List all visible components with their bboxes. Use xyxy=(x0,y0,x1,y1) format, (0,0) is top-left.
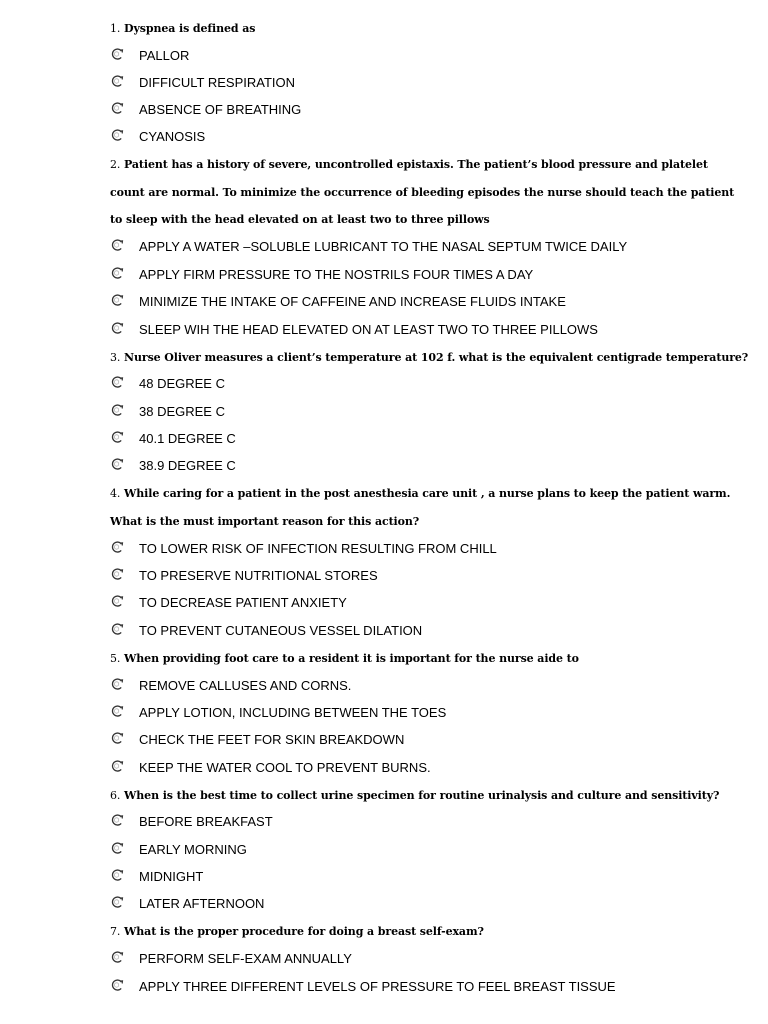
option-label: SLEEP WIH THE HEAD ELEVATED ON AT LEAST TWO TO THREE PILLOWS xyxy=(139,322,598,337)
option-label: CHECK THE FEET FOR SKIN BREAKDOWN xyxy=(139,732,405,747)
option-label: TO DECREASE PATIENT ANXIETY xyxy=(139,595,347,610)
question-5-text-line xyxy=(110,652,730,665)
option-label: MIDNIGHT xyxy=(139,869,204,884)
option-label: 40.1 DEGREE C xyxy=(139,431,236,446)
question-number: 4. xyxy=(110,487,121,500)
question-4-text-line xyxy=(110,515,730,528)
option-label: BEFORE BREAKFAST xyxy=(139,814,273,829)
radio-button-icon[interactable] xyxy=(110,704,124,718)
question-number: 6. xyxy=(110,789,121,802)
question-text: Dyspnea is defined as xyxy=(124,22,256,35)
radio-button-icon[interactable] xyxy=(110,375,124,389)
radio-button-icon[interactable] xyxy=(110,868,124,882)
option-label: TO PRESERVE NUTRITIONAL STORES xyxy=(139,568,378,583)
question-number: 7. xyxy=(110,925,121,938)
option-label: TO PREVENT CUTANEOUS VESSEL DILATION xyxy=(139,623,423,638)
question-2-text-line xyxy=(110,186,735,199)
question-number: 1. xyxy=(110,22,121,35)
radio-button-icon[interactable] xyxy=(110,430,124,444)
option-label: KEEP THE WATER COOL TO PREVENT BURNS. xyxy=(139,760,431,775)
radio-button-icon[interactable] xyxy=(110,403,124,417)
question-number: 3. xyxy=(110,351,121,364)
option-label: TO LOWER RISK OF INFECTION RESULTING FROM CHILL xyxy=(139,541,497,556)
option-label: ABSENCE OF BREATHING xyxy=(139,102,302,117)
question-number: 2. xyxy=(110,158,121,171)
radio-button-icon[interactable] xyxy=(110,978,124,992)
radio-button-icon[interactable] xyxy=(110,950,124,964)
question-text: count are normal. To minimize the occurrence of bleeding episodes the nurse should teach the patient xyxy=(110,186,735,199)
question-text: What is the must important reason for this action? xyxy=(110,515,420,528)
question-text: What is the proper procedure for doing a breast self-exam? xyxy=(124,925,484,938)
option-label: APPLY FIRM PRESSURE TO THE NOSTRILS FOUR TIMES A DAY xyxy=(139,267,534,282)
radio-button-icon[interactable] xyxy=(110,813,124,827)
radio-button-icon[interactable] xyxy=(110,47,124,61)
option-label: PALLOR xyxy=(139,48,190,63)
question-text: While caring for a patient in the post anesthesia care unit , a nurse plans to keep the patient warm. xyxy=(124,487,731,500)
option-label: CYANOSIS xyxy=(139,129,206,144)
question-3-text-line xyxy=(110,351,749,364)
option-label: LATER AFTERNOON xyxy=(139,896,265,911)
radio-button-icon[interactable] xyxy=(110,74,124,88)
radio-button-icon[interactable] xyxy=(110,321,124,335)
question-text: Nurse Oliver measures a client’s temperature at 102 f. what is the equivalent centigrade temperature? xyxy=(124,351,749,364)
question-text: When providing foot care to a resident it is important for the nurse aide to xyxy=(124,652,579,665)
radio-button-icon[interactable] xyxy=(110,293,124,307)
radio-button-icon[interactable] xyxy=(110,567,124,581)
radio-button-icon[interactable] xyxy=(110,677,124,691)
question-text: Patient has a history of severe, uncontrolled epistaxis. The patient’s blood pressure and platelet xyxy=(124,158,708,171)
radio-button-icon[interactable] xyxy=(110,731,124,745)
radio-button-icon[interactable] xyxy=(110,622,124,636)
option-label: APPLY LOTION, INCLUDING BETWEEN THE TOES xyxy=(139,705,447,720)
question-2-text-line xyxy=(110,158,730,171)
option-label: EARLY MORNING xyxy=(139,842,247,857)
radio-button-icon[interactable] xyxy=(110,238,124,252)
option-label: 38.9 DEGREE C xyxy=(139,458,236,473)
radio-button-icon[interactable] xyxy=(110,841,124,855)
option-label: 38 DEGREE C xyxy=(139,404,225,419)
radio-button-icon[interactable] xyxy=(110,266,124,280)
radio-button-icon[interactable] xyxy=(110,540,124,554)
radio-button-icon[interactable] xyxy=(110,594,124,608)
radio-button-icon[interactable] xyxy=(110,101,124,115)
option-label: REMOVE CALLUSES AND CORNS. xyxy=(139,678,352,693)
question-6-text-line xyxy=(110,789,730,802)
question-text: to sleep with the head elevated on at least two to three pillows xyxy=(110,213,490,226)
question-2-text-line xyxy=(110,213,730,226)
question-number: 5. xyxy=(110,652,121,665)
option-label: MINIMIZE THE INTAKE OF CAFFEINE AND INCREASE FLUIDS INTAKE xyxy=(139,294,566,309)
radio-button-icon[interactable] xyxy=(110,895,124,909)
radio-button-icon[interactable] xyxy=(110,457,124,471)
option-label: PERFORM SELF-EXAM ANNUALLY xyxy=(139,951,352,966)
question-1-text-line xyxy=(110,22,730,35)
question-text: When is the best time to collect urine specimen for routine urinalysis and culture and sensitivity? xyxy=(124,789,720,802)
option-label: 48 DEGREE C xyxy=(139,376,225,391)
question-4-text-line xyxy=(110,487,730,500)
option-label: DIFFICULT RESPIRATION xyxy=(139,75,296,90)
radio-button-icon[interactable] xyxy=(110,759,124,773)
radio-button-icon[interactable] xyxy=(110,128,124,142)
question-7-text-line xyxy=(110,925,730,938)
option-label: APPLY THREE DIFFERENT LEVELS OF PRESSURE TO FEEL BREAST TISSUE xyxy=(139,979,616,994)
option-label: APPLY A WATER –SOLUBLE LUBRICANT TO THE NASAL SEPTUM TWICE DAILY xyxy=(139,239,628,254)
